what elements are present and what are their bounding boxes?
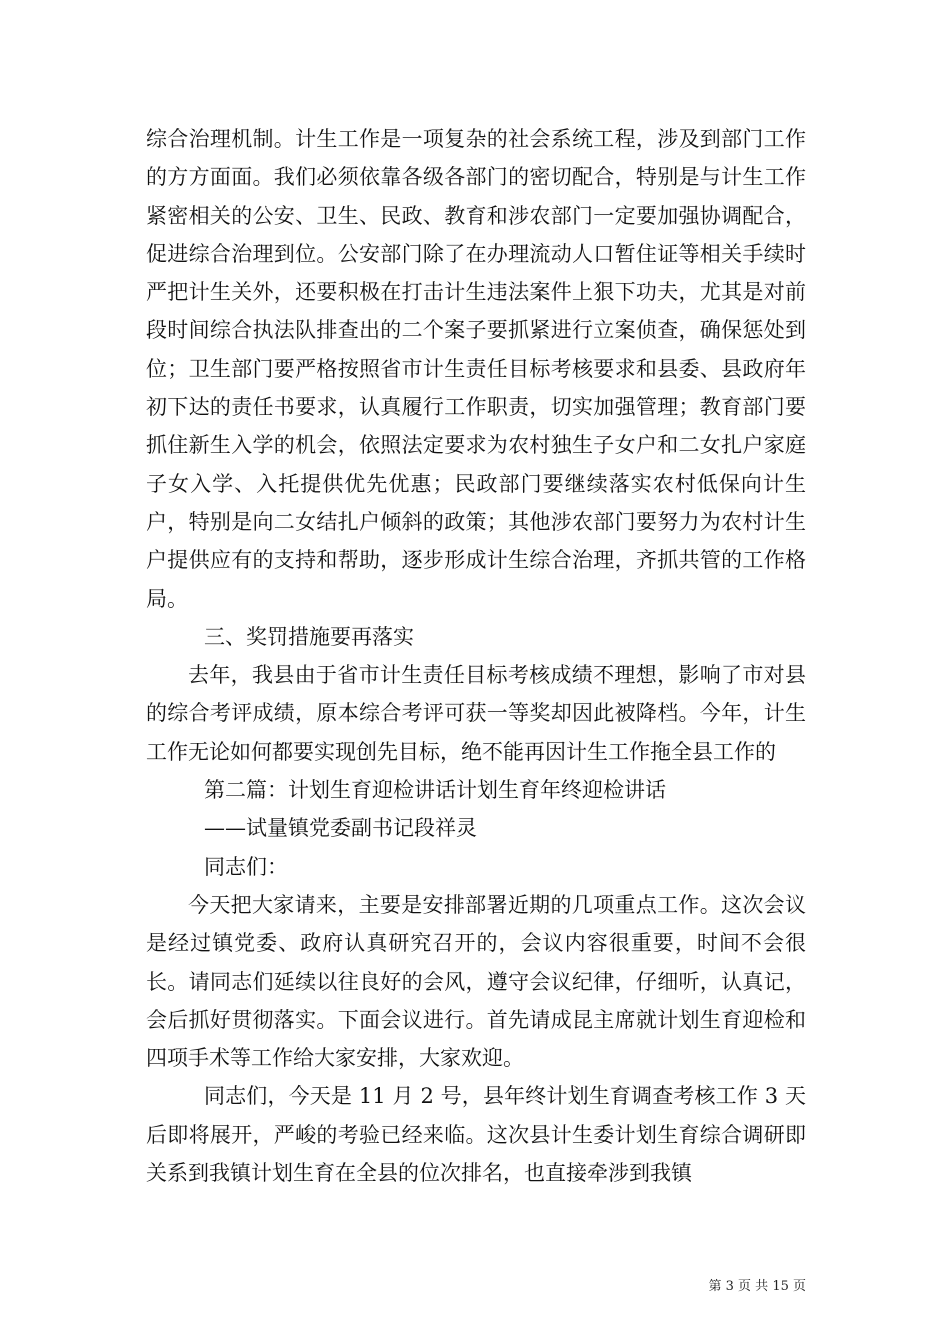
document-body <box>146 120 806 1192</box>
salutation: 同志们： <box>204 854 288 879</box>
paragraph-meeting-intro: 今天把大家请来，主要是安排部署近期的几项重点工作。这次会议是经过镇党委、政府认真研究召开的，会议内容很重要，时间不会很长。请同志们延续以往良好的会风，遵守会议纪律，仔细听，认真记，会后抓好贯彻落实。下面会议进行。首先请成昆主席就计划生育迎检和四项手术等工作给大家安排，大家欢迎。 <box>146 892 806 1071</box>
paragraph-comprehensive-governance: 综合治理机制。计生工作是一项复杂的社会系统工程，涉及到部门工作的方方面面。我们必须依靠各级各部门的密切配合，特别是与计生工作紧密相关的公安、卫生、民政、教育和涉农部门一定要加强协调配合，促进综合治理到位。公安部门除了在办理流动人口暂住证等相关手续时严把计生关外，还要积极在打击计生违法案件上狠下功夫，尤其是对前段时间综合执法队排查出的二个案子要抓紧进行立案侦查，确保惩处到位；卫生部门要严格按照省市计生责任目标考核要求和县委、县政府年初下达的责任书要求，认真履行工作职责，切实加强管理；教育部门要抓住新生入学的机会，依照法定要求为农村独生子女户和二女扎户家庭子女入学、入托提供优先优惠；民政部门要继续落实农村低保向计生户，特别是向二女结扎户倾斜的政策；其他涉农部门要努力为农村计生户提供应有的支持和帮助，逐步形成计生综合治理，齐抓共管的工作格局。 <box>146 127 806 611</box>
paragraph-last-year: 去年，我县由于省市计生责任目标考核成绩不理想，影响了市对县的综合考评成绩，原本综合考评可获一等奖却因此被降档。今年，计生工作无论如何都要实现创先目标，绝不能再因计生工作拖全县工作的 <box>146 663 806 764</box>
chapter-title: 第二篇：计划生育迎检讲话计划生育年终迎检讲话 <box>204 778 666 803</box>
page-number-footer: 第 3 页 共 15 页 <box>708 1279 806 1294</box>
paragraph-inspection-notice: 同志们，今天是 11 月 2 号，县年终计划生育调查考核工作 3 天后即将展开，严峻的考验已经来临。这次县计生委计划生育综合调研即关系到我镇计划生育在全县的位次排名，也直接牵涉到我镇 <box>146 1084 806 1186</box>
section-heading-rewards-penalties: 三、奖罚措施要再落实 <box>204 624 414 649</box>
speaker-line: ——试量镇党委副书记段祥灵 <box>204 816 477 841</box>
